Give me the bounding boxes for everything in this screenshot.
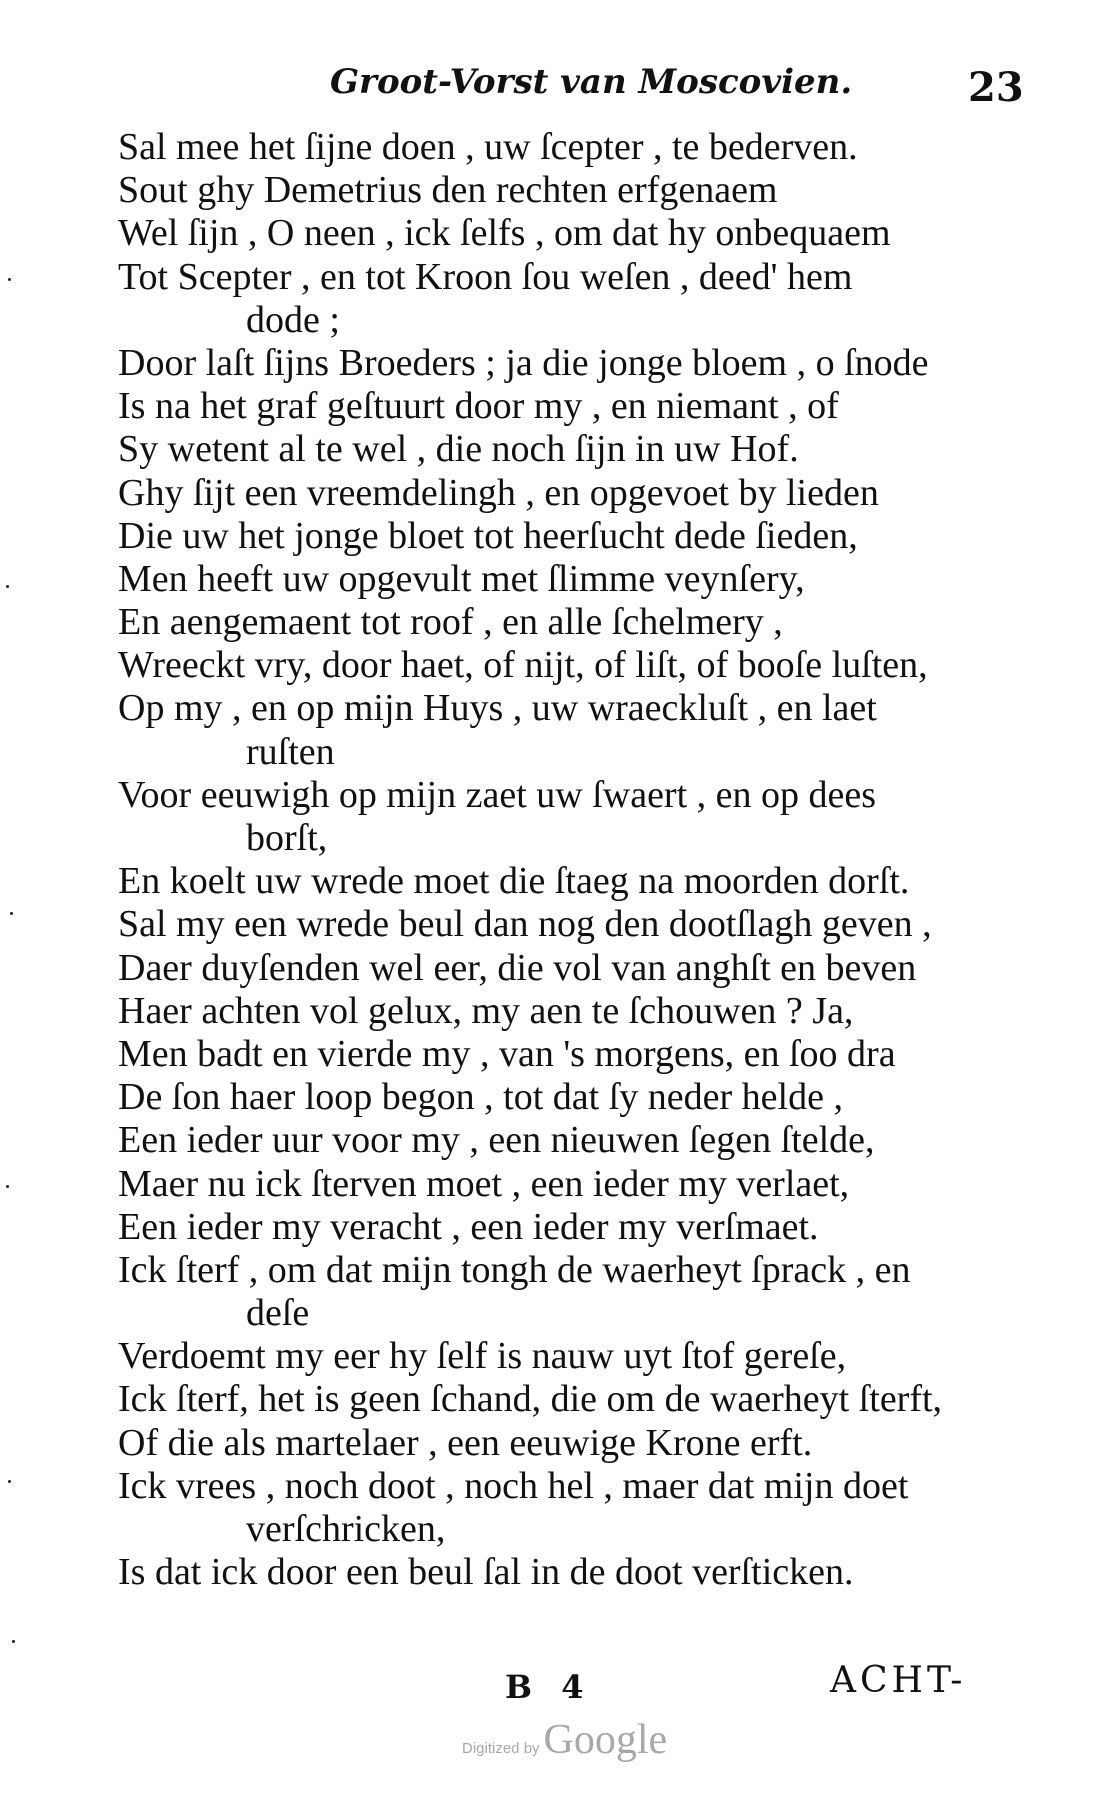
running-title: Groot-Vorst van Moscovien. [330, 62, 853, 102]
page-number: 23 [968, 64, 1024, 111]
verse-line-continuation: dode ; [246, 298, 340, 341]
verse-line: Sout ghy Demetrius den rechten erfgenaem [118, 169, 778, 212]
verse-line-continuation: verſchricken, [246, 1508, 446, 1550]
verse-line: De ſon haer loop begon , tot dat ſy neder helde , [118, 1076, 843, 1119]
verse-line: En aengemaent tot roof , en alle ſchelmery , [118, 601, 783, 644]
google-logo-text: Google [543, 1717, 668, 1763]
catchword: ACHT- [830, 1660, 967, 1701]
verse-line: Sal mee het ſijne doen , uw ſcepter , te bederven. [118, 126, 858, 168]
verse-line: Men badt en vierde my , van 's morgens, en ſoo dra [118, 1032, 896, 1075]
verse-line-continuation: ruſten [246, 730, 335, 773]
scan-speck [8, 1480, 11, 1483]
scan-speck [6, 1185, 9, 1188]
scan-speck [10, 912, 13, 915]
verse-line: Men heeft uw opgevult met ſlimme veynſery, [118, 557, 805, 600]
verse-line: Een ieder uur voor my , een nieuwen ſegen ſtelde, [118, 1119, 875, 1162]
verse-line: Ick ſterf, het is geen ſchand, die om de waerheyt ſterft, [118, 1378, 943, 1421]
verse-line: Een ieder my veracht , een ieder my verſmaet. [118, 1205, 819, 1248]
verse-line-continuation: deſe [246, 1292, 310, 1335]
verse-line: Verdoemt my eer hy ſelf is nauw uyt ſtof gereſe, [118, 1335, 847, 1378]
verse-line: Door laſt ſijns Broeders ; ja die jonge bloem , o ſnode [118, 341, 929, 384]
verse-line-continuation: borſt, [246, 817, 328, 859]
scan-speck [6, 585, 9, 588]
scan-speck [8, 278, 11, 281]
verse-line: Is na het graf geſtuurt door my , en niemant , of [118, 385, 839, 428]
verse-line: Haer achten vol gelux, my aen te ſchouwen ? Ja, [118, 989, 854, 1032]
verse-line: Sy wetent al te wel , die noch ſijn in uw Hof. [118, 428, 799, 471]
verse-line: Ghy ſijt een vreemdelingh , en opgevoet by lieden [118, 471, 879, 514]
verse-line: Ick vrees , noch doot , noch hel , maer dat mijn doet [118, 1464, 909, 1507]
digitized-watermark [462, 1716, 667, 1764]
verse-line: Of die als martelaer , een eeuwige Krone erft. [118, 1421, 813, 1464]
watermark-prefix: Digitized by [462, 1740, 540, 1757]
verse-line: Wreeckt vry, door haet, of nijt, of liſt, of booſe luſten, [118, 644, 928, 687]
verse-line: Tot Scepter , en tot Kroon ſou weſen , deed' hem [118, 255, 853, 298]
verse-line: Voor eeuwigh op mijn zaet uw ſwaert , en op dees [118, 773, 877, 816]
signature-mark: B 4 [505, 1668, 584, 1706]
verse-block [118, 126, 1018, 1594]
verse-line: Wel ſijn , O neen , ick ſelfs , om dat hy onbequaem [118, 212, 891, 255]
verse-line: Op my , en op mijn Huys , uw wraeckluſt , en laet [118, 687, 877, 730]
verse-line: Die uw het jonge bloet tot heerſucht dede ſieden, [118, 514, 858, 557]
verse-line: En koelt uw wrede moet die ſtaeg na moorden dorſt. [118, 860, 910, 903]
verse-line: Daer duyſenden wel eer, die vol van anghſt en beven [118, 946, 917, 989]
verse-line: Sal my een wrede beul dan nog den dootſlagh geven , [118, 903, 932, 946]
scan-speck [12, 1640, 15, 1643]
verse-line: Is dat ick door een beul ſal in de doot verſticken. [118, 1551, 854, 1594]
verse-line: Maer nu ick ſterven moet , een ieder my verlaet, [118, 1162, 850, 1205]
verse-line: Ick ſterf , om dat mijn tongh de waerheyt ſprack , en [118, 1248, 911, 1291]
